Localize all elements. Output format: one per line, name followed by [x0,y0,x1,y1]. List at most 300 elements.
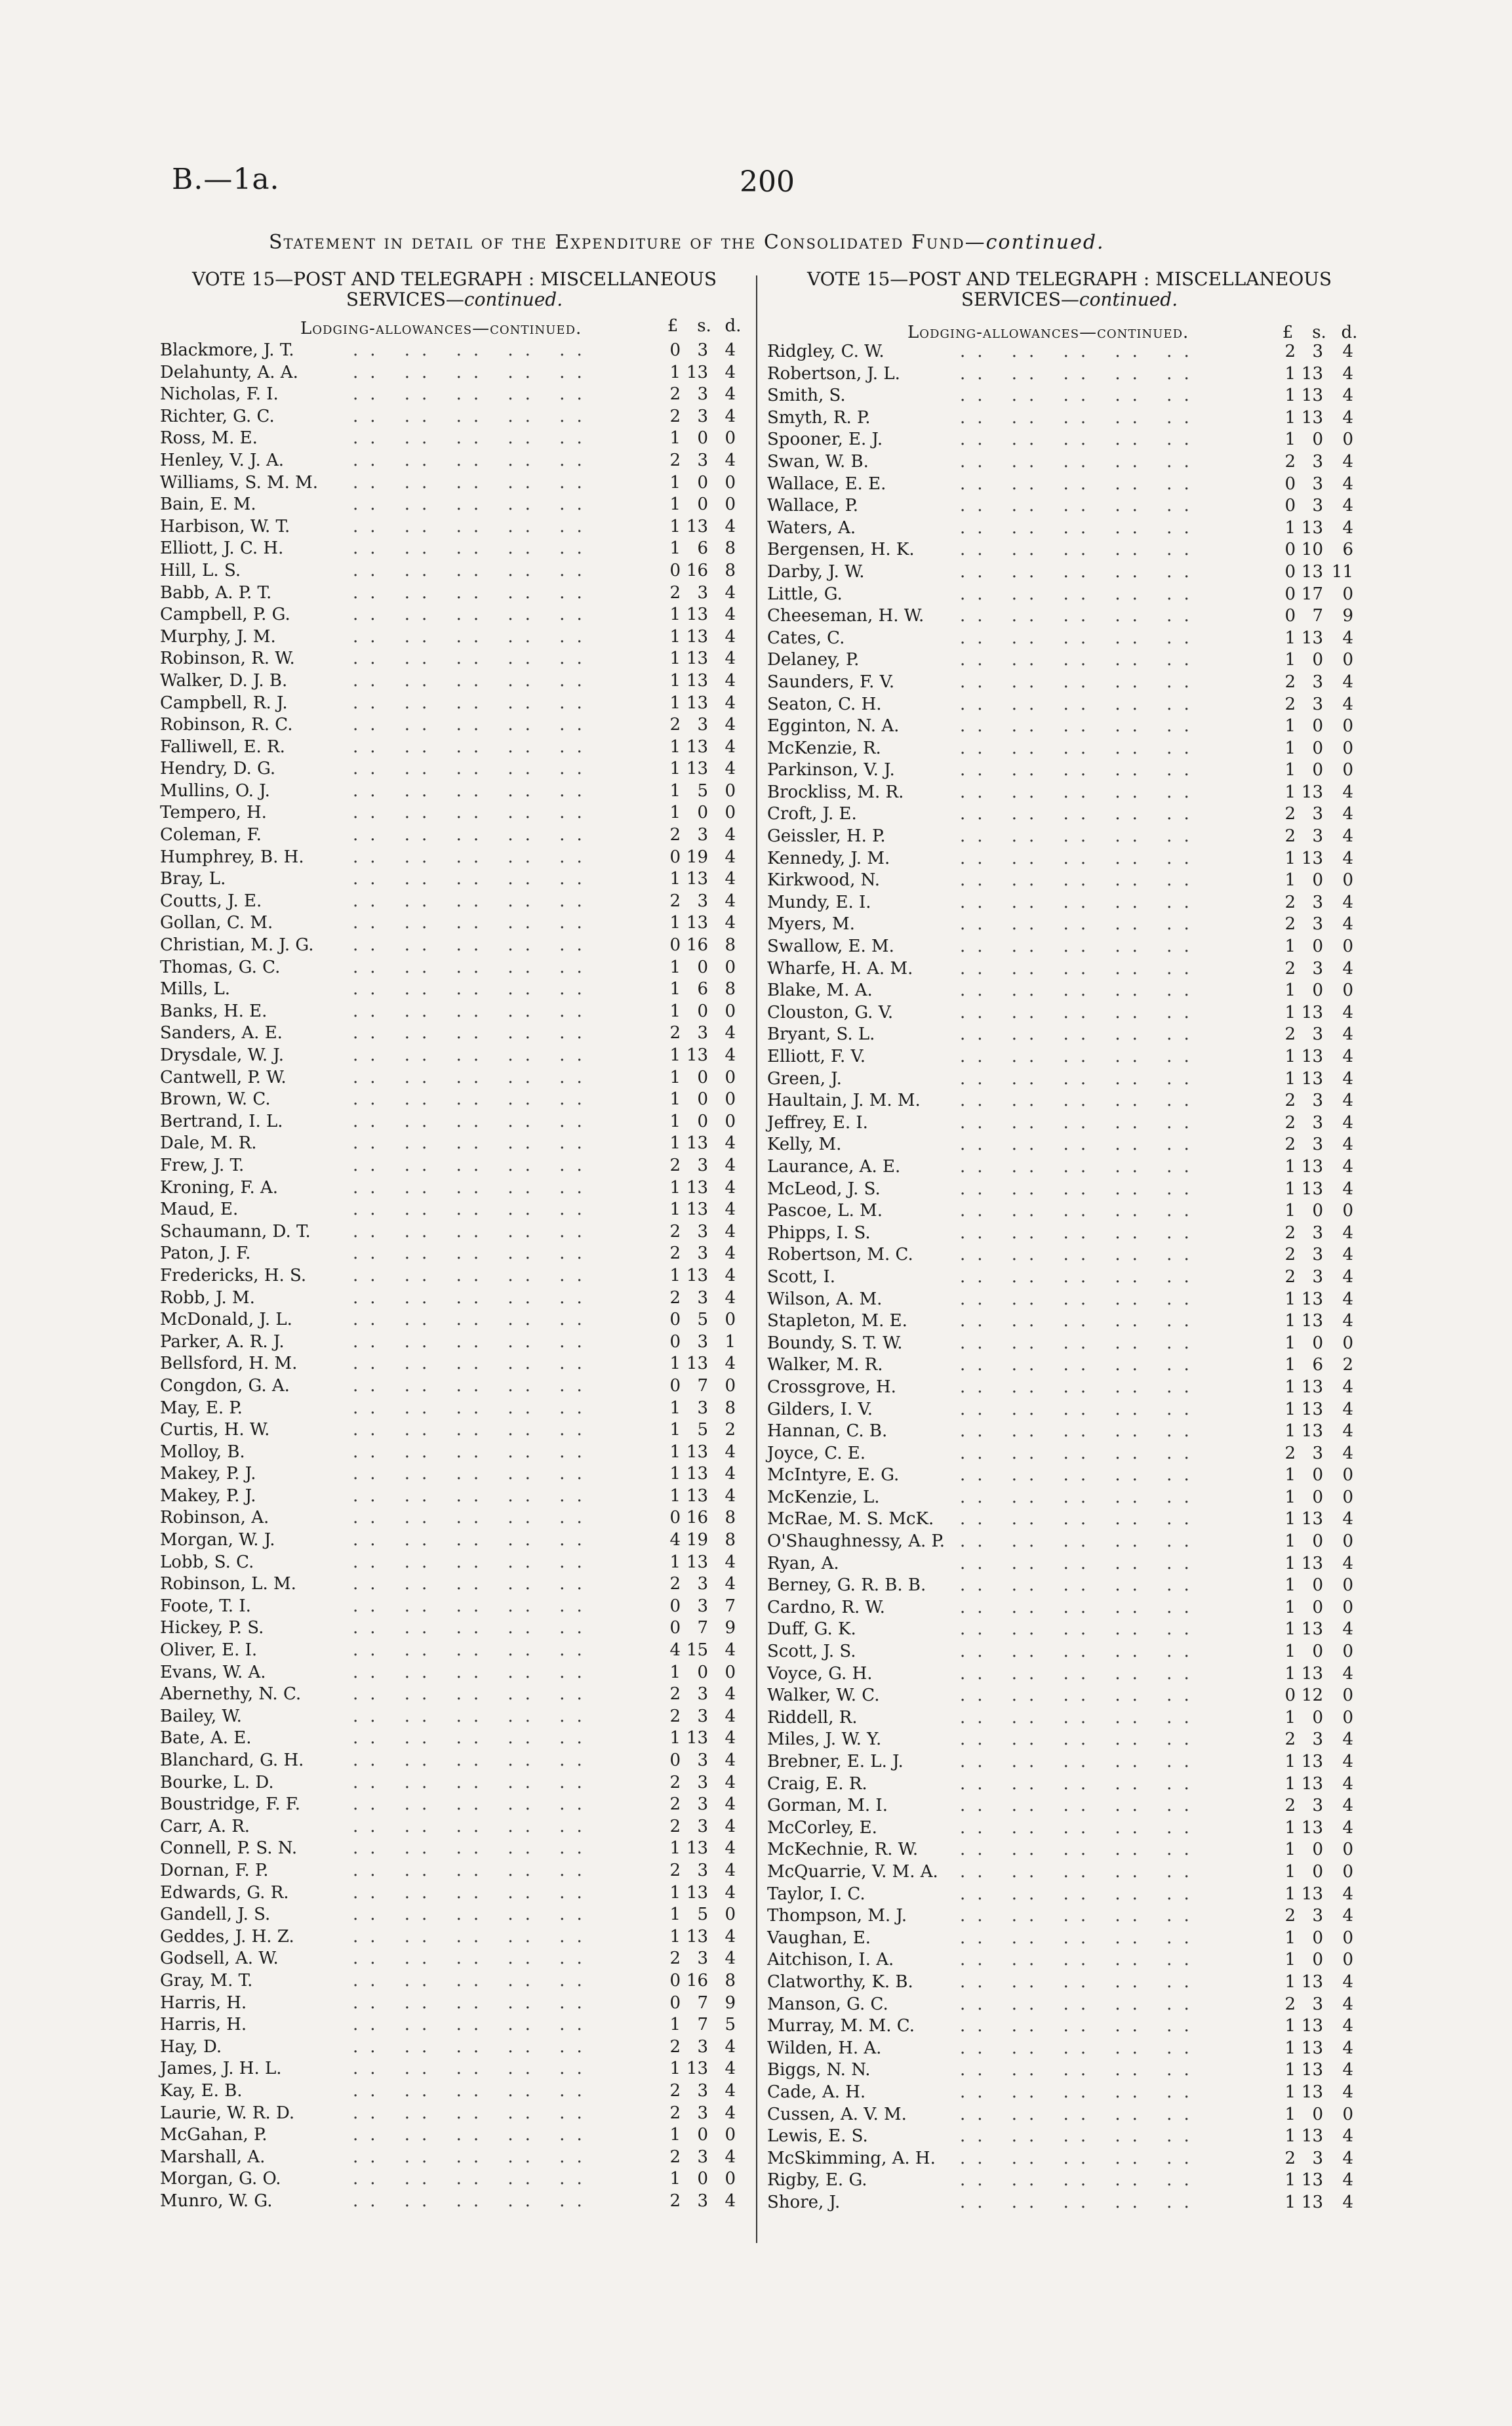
leader-dots: .. .. .. .. .. [353,979,594,1000]
pence-value: 4 [725,759,736,779]
payee-name: McSkimming, A. H. [767,2148,936,2168]
payee-name: Geissler, H. P. [767,826,886,847]
pounds-value: 1 [669,472,681,493]
leader-dots: .. .. .. .. .. [353,1618,594,1638]
payee-name: Richter, G. C. [160,406,275,426]
payee-name: Joyce, C. E. [767,1443,865,1463]
shillings-value: 3 [697,2191,708,2211]
vote-heading-line2 [156,289,753,310]
pounds-value: 0 [669,1508,681,1528]
pence-value: 7 [725,1596,736,1616]
pounds-value: 1 [1284,760,1296,780]
payee-name: Cates, C. [767,628,845,648]
payee-name: Paton, J. F. [160,1243,251,1264]
allowance-row [763,561,1376,584]
allowance-row [156,1684,753,1706]
shillings-value: 3 [1312,1135,1323,1155]
leader-dots: .. .. .. .. .. [353,780,594,801]
payee-name: Darby, J. W. [767,561,865,582]
payee-name: Scott, I. [767,1266,835,1287]
allowance-row [763,1421,1376,1443]
allowance-row [156,1596,753,1618]
payee-name: Laurance, A. E. [767,1156,901,1177]
pounds-value: 2 [669,1574,681,1594]
leader-dots: .. .. .. .. .. [960,892,1201,912]
leader-dots: .. .. .. .. .. [353,582,594,603]
pence-value: 0 [1342,1575,1353,1596]
pence-value: 4 [1342,1796,1353,1816]
pence-value: 0 [1342,738,1353,758]
allowance-row [763,1949,1376,1971]
leader-dots: .. .. .. .. .. [960,606,1201,626]
pence-value: 4 [725,1640,736,1661]
pence-value: 4 [1342,1047,1353,1066]
shillings-value: 3 [1312,342,1323,361]
leader-dots: .. .. .. .. .. [353,472,594,493]
leader-dots: .. .. .. .. .. [960,1642,1201,1662]
pence-value: 4 [725,1882,736,1903]
shillings-value: 13 [686,605,708,625]
payee-name: Mundy, E. I. [767,892,871,912]
allowance-row [763,649,1376,672]
allowance-row [156,1287,753,1310]
pence-value: 4 [725,715,736,735]
allowance-row [156,538,753,560]
leader-dots: .. .. .. .. .. [353,649,594,669]
allowance-row [156,1750,753,1772]
pence-value: 0 [725,2125,736,2145]
leader-dots: .. .. .. .. .. [353,1265,594,1285]
allowance-row [763,1024,1376,1046]
pence-value: 0 [725,1375,736,1396]
allowance-row [156,1001,753,1023]
pounds-value: 0 [1284,474,1296,494]
payee-name: Jeffrey, E. I. [767,1112,868,1133]
pence-value: 0 [725,1905,736,1925]
pounds-value: 0 [669,1596,681,1616]
pounds-value: 1 [669,2059,681,2079]
pence-value: 0 [725,1310,736,1330]
shillings-value: 13 [686,670,708,691]
leader-dots: .. .. .. .. .. [353,538,594,559]
pence-value: 0 [1342,870,1353,891]
leader-dots: .. .. .. .. .. [960,1465,1201,1486]
page-number: 200 [740,165,795,199]
leader-dots: .. .. .. .. .. [353,1375,594,1396]
pounds-value: 2 [1284,672,1296,692]
shillings-value: 0 [697,495,708,515]
section-header [156,313,753,340]
pence-value: 4 [1342,1156,1353,1177]
shillings-value: 3 [1312,914,1323,935]
pence-value: 4 [725,2147,736,2167]
leader-dots: .. .. .. .. .. [353,1331,594,1352]
payee-name: Ridgley, C. W. [767,342,885,361]
shillings-value: 0 [1312,650,1323,670]
leader-dots: .. .. .. .. .. [960,2016,1201,2036]
leader-dots: .. .. .. .. .. [353,957,594,977]
allowance-row [763,429,1376,451]
payee-name: Hendry, D. G. [160,759,276,779]
shillings-value: 13 [1301,363,1323,384]
allowance-row [156,1838,753,1860]
allowance-row [156,516,753,538]
payee-name: Gorman, M. I. [767,1796,888,1816]
shillings-value: 7 [697,2015,708,2035]
payee-name: Robertson, M. C. [767,1245,913,1265]
leader-dots: .. .. .. .. .. [960,1575,1201,1596]
pence-value: 4 [1342,1024,1353,1045]
pounds-value: 2 [669,1706,681,1726]
payee-name: Evans, W. A. [160,1662,266,1682]
leader-dots: .. .. .. .. .. [353,825,594,845]
payee-name: Ryan, A. [767,1553,839,1573]
allowance-row [763,2148,1376,2170]
pence-value: 4 [725,1045,736,1065]
pounds-value: 2 [669,825,681,845]
pounds-value: 0 [1284,606,1296,626]
leader-dots: .. .. .. .. .. [960,1971,1201,1992]
payee-name: Falliwell, E. R. [160,737,285,757]
leader-dots: .. .. .. .. .. [960,650,1201,670]
leader-dots: .. .. .. .. .. [353,1001,594,1021]
pounds-value: 1 [1284,386,1296,406]
pence-value: 4 [725,1860,736,1880]
allowance-row [156,1133,753,1155]
pence-value: 0 [725,1001,736,1021]
pence-value: 4 [725,384,736,405]
leader-dots: .. .. .. .. .. [353,340,594,360]
leader-dots: .. .. .. .. .. [960,760,1201,780]
shillings-value: 3 [697,1949,708,1969]
pounds-value: 1 [1284,1421,1296,1442]
payee-name: Dale, M. R. [160,1133,257,1154]
allowance-row [763,826,1376,848]
shillings-value: 0 [1312,760,1323,780]
pence-value: 8 [725,1530,736,1550]
pence-value: 0 [1342,1333,1353,1353]
pence-value: 4 [1342,694,1353,714]
pounds-value: 1 [1284,407,1296,428]
payee-name: Kay, E. B. [160,2080,243,2101]
payee-name: Drysdale, W. J. [160,1045,285,1065]
pounds-value: 1 [1284,363,1296,384]
shillings-value: 3 [1312,1245,1323,1265]
shillings-value: 13 [1301,386,1323,406]
payee-name: Nicholas, F. I. [160,384,279,405]
payee-name: Kirkwood, N. [767,870,881,891]
shillings-value: 3 [1312,1906,1323,1926]
pence-value: 9 [725,1992,736,2013]
leader-dots: .. .. .. .. .. [960,2192,1201,2212]
leader-dots: .. .. .. .. .. [960,451,1201,472]
pounds-value: 2 [1284,451,1296,472]
leader-dots: .. .. .. .. .. [960,1928,1201,1948]
pounds-value: 2 [669,2036,681,2057]
pounds-value: 1 [1284,1642,1296,1662]
pence-value: 4 [725,1750,736,1770]
shillings-value: 13 [1301,1421,1323,1442]
allowance-row [156,1353,753,1375]
payee-name: McCorley, E. [767,1817,877,1838]
allowance-row [763,1597,1376,1619]
pence-value: 4 [725,1177,736,1198]
payee-name: Vaughan, E. [767,1928,871,1948]
leader-dots: .. .. .. .. .. [353,891,594,911]
pence-value: 0 [1342,584,1353,604]
leader-dots: .. .. .. .. .. [960,1156,1201,1177]
pence-value: 4 [725,825,736,845]
vote-heading [156,269,753,310]
pounds-value: 1 [1284,2038,1296,2058]
leader-dots: .. .. .. .. .. [353,1552,594,1572]
payee-name: Wilson, A. M. [767,1289,883,1309]
leader-dots: .. .. .. .. .. [960,1884,1201,1904]
leader-dots: .. .. .. .. .. [960,2060,1201,2080]
pence-value: 4 [1342,1135,1353,1155]
leader-dots: .. .. .. .. .. [960,1553,1201,1573]
allowance-row [156,2168,753,2191]
pence-value: 0 [725,780,736,801]
payee-name: Lobb, S. C. [160,1552,254,1572]
leader-dots: .. .. .. .. .. [353,1992,594,2013]
allowance-row [763,628,1376,650]
payee-name: Godsell, A. W. [160,1949,279,1969]
shillings-value: 13 [1301,517,1323,538]
payee-name: Geddes, J. H. Z. [160,1926,294,1947]
leader-dots: .. .. .. .. .. [353,1970,594,1991]
pounds-value: 2 [1284,1443,1296,1463]
pounds-value: 2 [669,1243,681,1264]
payee-name: Murray, M. M. C. [767,2016,915,2036]
pence-value: 0 [1342,1686,1353,1706]
pounds-value: 1 [669,1420,681,1440]
allowance-row [156,1552,753,1574]
shillings-value: 13 [1301,1553,1323,1573]
payee-name: Ross, M. E. [160,428,258,449]
allowance-row [156,2036,753,2059]
shillings-value: 3 [697,1772,708,1792]
shillings-value: 3 [1312,1024,1323,1045]
allowance-row [763,1641,1376,1663]
shillings-value: 3 [697,1816,708,1836]
allowance-row [156,1772,753,1794]
pence-value: 4 [725,1243,736,1264]
shillings-value: 13 [1301,1971,1323,1992]
shillings-value: 13 [686,1486,708,1506]
shillings-value: 6 [697,538,708,559]
leader-dots: .. .. .. .. .. [960,1707,1201,1728]
shillings-value: 13 [686,737,708,757]
leader-dots: .. .. .. .. .. [960,1091,1201,1111]
pounds-value: 0 [1284,1686,1296,1706]
shillings-value: 13 [1301,2170,1323,2191]
shillings-value: 3 [697,1023,708,1043]
leader-dots: .. .. .. .. .. [960,1377,1201,1397]
allowance-row [763,2126,1376,2148]
pounds-value: 2 [669,2147,681,2167]
pounds-value: 1 [1284,1509,1296,1529]
shillings-value: 3 [697,1596,708,1616]
pounds-value: 2 [1284,1223,1296,1243]
payee-name: Babb, A. P. T. [160,582,272,603]
allowance-row [156,868,753,891]
pounds-value: 1 [669,737,681,757]
pence-value: 4 [1342,1443,1353,1463]
shillings-value: 3 [1312,1091,1323,1111]
pence-value: 4 [725,1486,736,1506]
pence-value: 4 [725,1838,736,1859]
payee-name: Clouston, G. V. [767,1002,894,1022]
pounds-value: 1 [1284,1575,1296,1596]
pounds-value: 1 [1284,1817,1296,1838]
leader-dots: .. .. .. .. .. [960,2082,1201,2102]
pounds-value: 1 [669,1838,681,1859]
allowance-row [156,340,753,362]
allowance-row [156,1617,753,1640]
pounds-value: 2 [669,1860,681,1880]
payee-name: Seaton, C. H. [767,694,882,714]
leader-dots: .. .. .. .. .. [353,1574,594,1594]
pounds-value: 2 [669,2103,681,2123]
pence-value: 4 [725,450,736,470]
section-title: Lodging-allowances—continued. [300,319,582,338]
pence-value: 8 [725,538,736,559]
pence-value: 4 [1342,1377,1353,1397]
shillings-value: 5 [697,780,708,801]
pounds-value: 2 [669,450,681,470]
allowance-row [156,450,753,472]
payee-name: Cheeseman, H. W. [767,606,925,626]
pence-value: 4 [725,2080,736,2101]
pence-value: 4 [1342,1663,1353,1684]
leader-dots: .. .. .. .. .. [960,782,1201,802]
allowance-row [156,1486,753,1508]
allowance-row [156,1882,753,1905]
leader-dots: .. .. .. .. .. [353,2103,594,2123]
leader-dots: .. .. .. .. .. [960,342,1201,361]
payee-name: Kroning, F. A. [160,1177,279,1198]
payee-name: Wallace, E. E. [767,474,886,494]
pence-value: 0 [1342,1487,1353,1507]
allowance-row [763,1200,1376,1223]
allowance-row [763,694,1376,716]
payee-name: Egginton, N. A. [767,716,900,737]
pence-value: 4 [725,1464,736,1484]
pence-value: 4 [725,2191,736,2211]
leader-dots: .. .. .. .. .. [960,870,1201,891]
payee-name: Blanchard, G. H. [160,1750,304,1770]
allowance-row [763,2104,1376,2126]
shillings-value: 13 [686,1552,708,1572]
leader-dots: .. .. .. .. .. [353,1596,594,1616]
pence-value: 0 [1342,1840,1353,1860]
shillings-value: 13 [686,362,708,382]
shillings-value: 3 [1312,804,1323,824]
shillings-value: 3 [697,1221,708,1242]
pence-value: 4 [725,1265,736,1285]
pounds-value: 2 [1284,1024,1296,1045]
pence-value: 4 [1342,2060,1353,2080]
pence-value: 4 [725,1706,736,1726]
shillings-header: s. [1312,323,1326,342]
leader-dots: .. .. .. .. .. [353,1816,594,1836]
leader-dots: .. .. .. .. .. [353,1728,594,1749]
shillings-value: 13 [686,1133,708,1154]
payee-name: Maud, E. [160,1200,239,1220]
allowance-row [763,1773,1376,1796]
pence-value: 4 [1342,804,1353,824]
pence-value: 0 [1342,716,1353,737]
payee-name: Crossgrove, H. [767,1377,896,1397]
payee-name: Biggs, N. N. [767,2060,871,2080]
pounds-value: 1 [1284,1311,1296,1331]
pounds-value: 2 [669,384,681,405]
leader-dots: .. .. .. .. .. [960,1201,1201,1221]
shillings-value: 13 [1301,1377,1323,1397]
allowance-row [763,1399,1376,1421]
leader-dots: .. .. .. .. .. [960,1686,1201,1706]
leader-dots: .. .. .. .. .. [960,1619,1201,1640]
payee-name: Hill, L. S. [160,560,241,580]
allowance-row [156,1045,753,1067]
shillings-value: 3 [697,1574,708,1594]
leader-dots: .. .. .. .. .. [353,1177,594,1198]
payee-name: Bate, A. E. [160,1728,252,1749]
pence-value: 0 [725,1067,736,1087]
payee-name: Parkinson, V. J. [767,760,895,780]
payee-name: Oliver, E. I. [160,1640,258,1661]
payee-name: Molloy, B. [160,1442,245,1462]
allowance-row [156,384,753,406]
pence-value: 4 [1342,1223,1353,1243]
shillings-value: 13 [1301,2038,1323,2058]
pence-value: 4 [725,1552,736,1572]
payee-name: Pascoe, L. M. [767,1201,883,1221]
leader-dots: .. .. .. .. .. [353,2191,594,2211]
pounds-value: 1 [669,2015,681,2035]
pence-value: 4 [1342,2082,1353,2102]
allowance-row [156,979,753,1001]
shillings-value: 0 [1312,1840,1323,1860]
pounds-value: 2 [1284,892,1296,912]
pence-value: 0 [725,2169,736,2189]
shillings-value: 5 [697,1905,708,1925]
shillings-value: 13 [1301,1752,1323,1771]
payee-name: Makey, P. J. [160,1486,256,1506]
leader-dots: .. .. .. .. .. [353,1089,594,1110]
leader-dots: .. .. .. .. .. [960,1135,1201,1155]
payee-name: Cardno, R. W. [767,1597,885,1617]
pence-header: d. [1341,323,1358,342]
allowance-row [763,1884,1376,1906]
pounds-value: 1 [669,693,681,713]
payee-name: McKechnie, R. W. [767,1840,919,1860]
allowance-row [156,780,753,803]
vote-line2-continued: continued. [1079,289,1178,310]
leader-dots: .. .. .. .. .. [353,1860,594,1880]
allowance-row [156,1904,753,1926]
shillings-value: 0 [1312,1861,1323,1882]
payee-name: Bailey, W. [160,1706,242,1726]
pence-value: 2 [1342,1355,1353,1375]
payee-name: Little, G. [767,584,843,604]
pounds-value: 1 [1284,1156,1296,1177]
leader-dots: .. .. .. .. .. [960,1399,1201,1419]
pence-value: 4 [1342,1619,1353,1640]
pounds-value: 1 [1284,1619,1296,1640]
pence-value: 4 [1342,1884,1353,1904]
